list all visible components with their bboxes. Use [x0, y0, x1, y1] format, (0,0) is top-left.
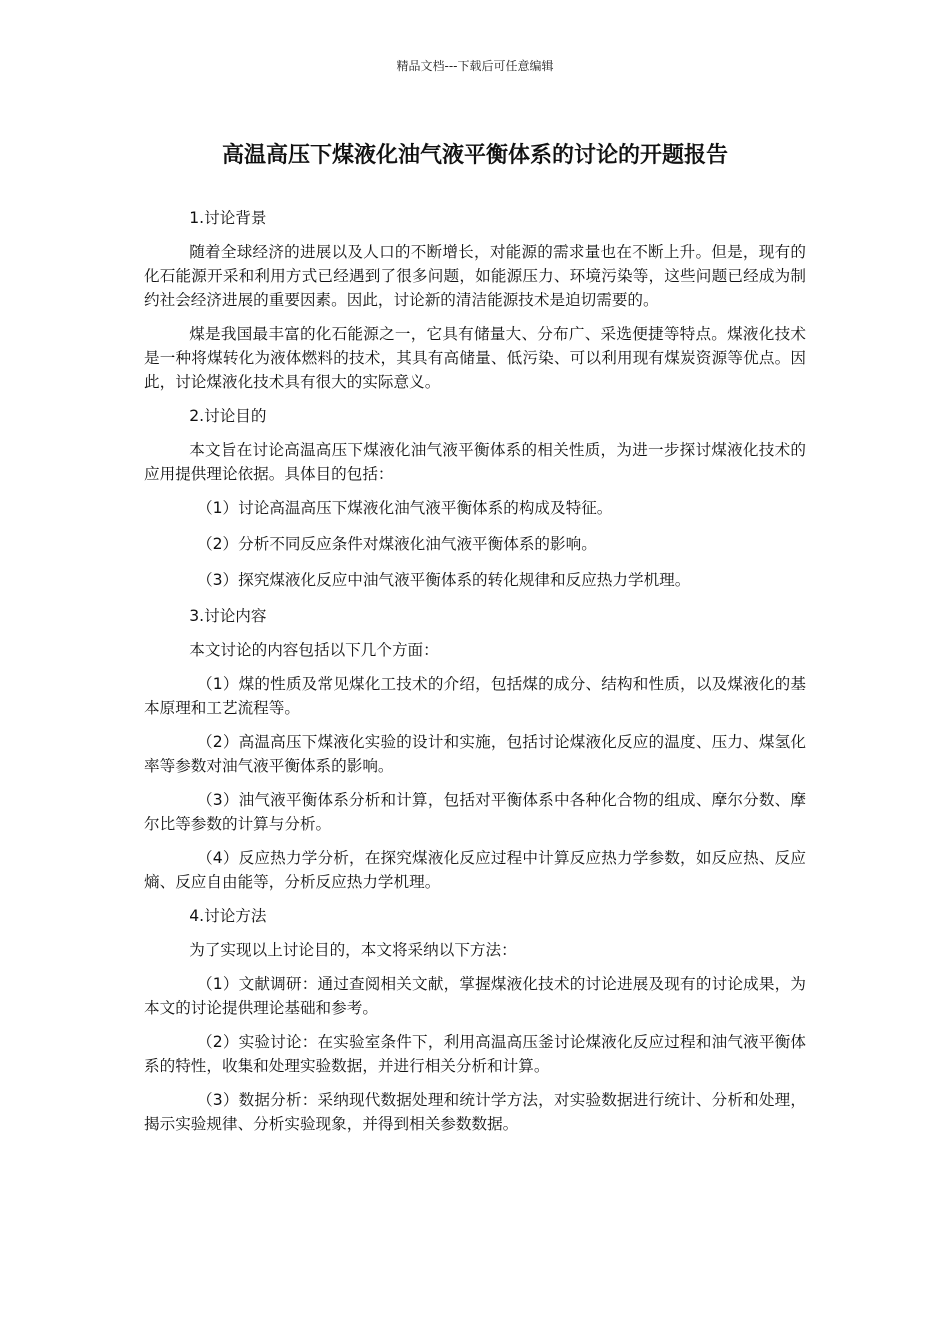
document-body — [144, 206, 806, 1146]
section-heading-purpose: 2.讨论目的 — [189, 407, 267, 425]
list-item: （1）讨论高温高压下煤液化油气液平衡体系的构成及特征。 — [197, 499, 613, 517]
section-heading-method: 4.讨论方法 — [189, 907, 267, 925]
list-item: （2）分析不同反应条件对煤液化油气液平衡体系的影响。 — [197, 535, 597, 553]
list-item: （1）文献调研：通过查阅相关文献，掌握煤液化技术的讨论进展及现有的讨论成果，为本文的讨论提供理论基础和参考。 — [144, 975, 806, 1017]
list-item: （3）油气液平衡体系分析和计算，包括对平衡体系中各种化合物的组成、摩尔分数、摩尔比等参数的计算与分析。 — [144, 791, 806, 833]
document-title: 高温高压下煤液化油气液平衡体系的讨论的开题报告 — [221, 143, 728, 168]
list-item: （3）探究煤液化反应中油气液平衡体系的转化规律和反应热力学机理。 — [197, 571, 691, 589]
paragraph: 为了实现以上讨论目的，本文将采纳以下方法： — [189, 941, 517, 959]
list-item: （2）高温高压下煤液化实验的设计和实施，包括讨论煤液化反应的温度、压力、煤氢化率等参数对油气液平衡体系的影响。 — [144, 733, 806, 775]
paragraph: 本文旨在讨论高温高压下煤液化油气液平衡体系的相关性质，为进一步探讨煤液化技术的应用提供理论依据。具体目的包括： — [144, 441, 806, 483]
section-heading-content: 3.讨论内容 — [189, 607, 267, 625]
list-item: （1）煤的性质及常见煤化工技术的介绍，包括煤的成分、结构和性质，以及煤液化的基本原理和工艺流程等。 — [144, 675, 806, 717]
paragraph: 煤是我国最丰富的化石能源之一，它具有储量大、分布广、采选便捷等特点。煤液化技术是一种将煤转化为液体燃料的技术，其具有高储量、低污染、可以利用现有煤炭资源等优点。因此，讨论煤液化技术具有很大的实际意义。 — [144, 325, 806, 391]
section-heading-background: 1.讨论背景 — [189, 209, 267, 227]
list-item: （3）数据分析：采纳现代数据处理和统计学方法，对实验数据进行统计、分析和处理，揭示实验规律、分析实验现象，并得到相关参数数据。 — [144, 1091, 806, 1133]
paragraph: 本文讨论的内容包括以下几个方面： — [189, 641, 439, 659]
page-header: 精品文档---下载后可任意编辑 — [396, 59, 554, 73]
paragraph: 随着全球经济的进展以及人口的不断增长，对能源的需求量也在不断上升。但是，现有的化石能源开采和利用方式已经遇到了很多问题，如能源压力、环境污染等，这些问题已经成为制约社会经济进展的重要因素。因此，讨论新的清洁能源技术是迫切需要的。 — [144, 243, 806, 309]
list-item: （2）实验讨论：在实验室条件下，利用高温高压釜讨论煤液化反应过程和油气液平衡体系的特性，收集和处理实验数据，并进行相关分析和计算。 — [144, 1033, 806, 1075]
list-item: （4）反应热力学分析，在探究煤液化反应过程中计算反应热力学参数，如反应热、反应熵、反应自由能等，分析反应热力学机理。 — [144, 849, 806, 891]
